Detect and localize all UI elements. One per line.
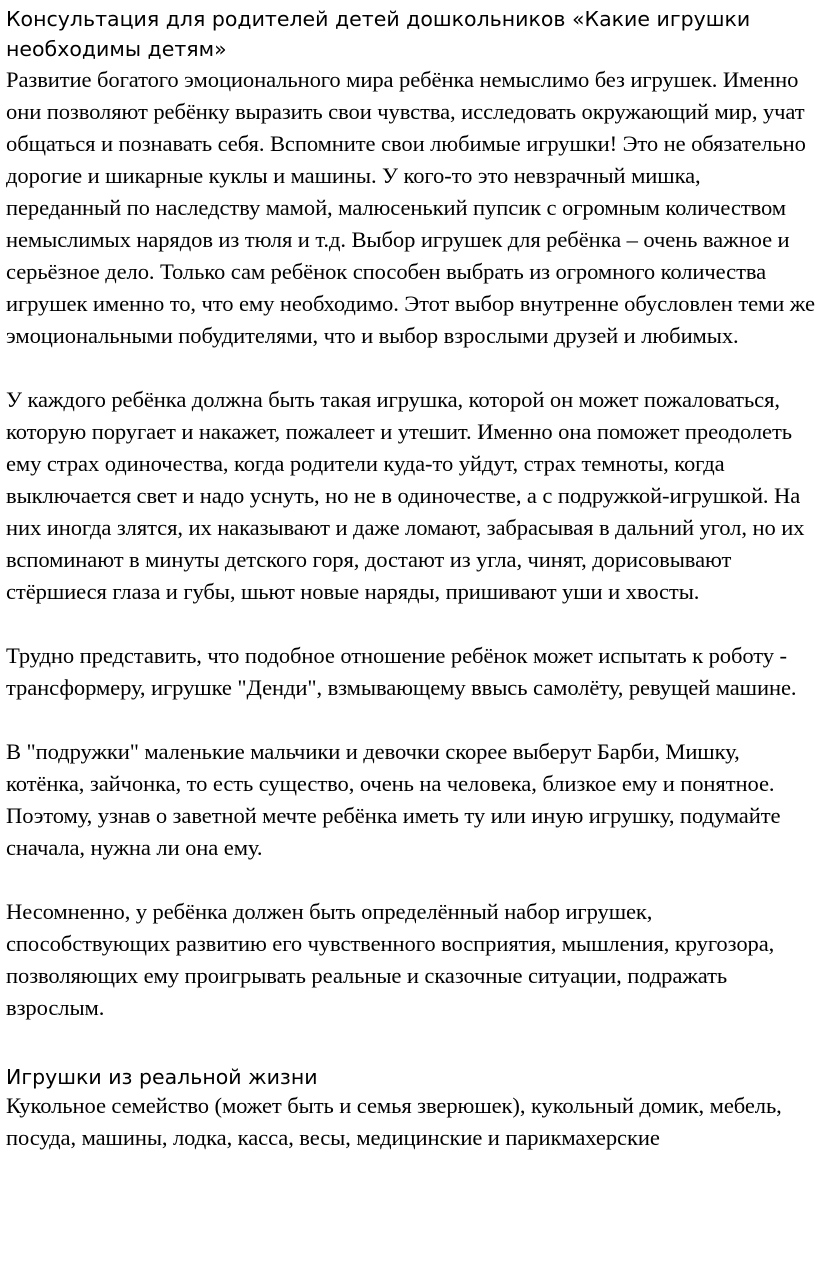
- section-paragraph: Кукольное семейство (может быть и семья зверюшек), кукольный домик, мебель, посуда, машины, лодка, касса, весы, медицинские и парикмахерские: [6, 1093, 782, 1150]
- section-title: Игрушки из реальной жизни: [6, 1065, 318, 1089]
- paragraph-3: Трудно представить, что подобное отношение ребёнок может испытать к роботу - трансформеру, игрушке "Денди", взмывающему ввысь самолёту, ревущей машине.: [6, 643, 797, 700]
- paragraph-4: В "подружки" маленькие мальчики и девочки скорее выберут Барби, Мишку, котёнка, зайчонка, то есть существо, очень на человека, близкое ему и понятное. Поэтому, узнав о заветной мечте ребёнка иметь ту или иную игрушку, подумайте сначала, нужна ли она ему.: [6, 739, 781, 860]
- paragraph-2: У каждого ребёнка должна быть такая игрушка, которой он может пожаловаться, которую поругает и накажет, пожалеет и утешит. Именно она поможет преодолеть ему страх одиночества, когда родители куда-то уйдут, страх темноты, когда выключается свет и надо уснуть, но не в одиночестве, а с подружкой-игрушкой. На них иногда злятся, их наказывают и даже ломают, забрасывая в дальний угол, но их вспоминают в минуты детского горя, достают из угла, чинят, дорисовывают стёршиеся глаза и губы, шьют новые наряды, пришивают уши и хвосты.: [6, 387, 805, 604]
- paragraph-1: Развитие богатого эмоционального мира ребёнка немыслимо без игрушек. Именно они позволяют ребёнку выразить свои чувства, исследовать окружающий мир, учат общаться и познавать себя. Вспомните свои любимые игрушки! Это не обязательно дорогие и шикарные куклы и машины. У кого-то это невзрачный мишка, переданный по наследству мамой, малюсенький пупсик с огромным количеством немыслимых нарядов из тюля и т.д. Выбор игрушек для ребёнка – очень важное и серьёзное дело. Только сам ребёнок способен выбрать из огромного количества игрушек именно то, что ему необходимо. Этот выбор внутренне обусловлен теми же эмоциональными побудителями, что и выбор взрослыми друзей и любимых.: [6, 67, 815, 348]
- document-title: Консультация для родителей детей дошкольников «Какие игрушки необходимы детям»: [6, 7, 751, 61]
- paragraph-gap: [0, 1024, 816, 1056]
- paragraph-gap: [0, 704, 816, 736]
- paragraph-5: Несомненно, у ребёнка должен быть определённый набор игрушек, способствующих развитию его чувственного восприятия, мышления, кругозора, позволяющих ему проигрывать реальные и сказочные ситуации, подражать взрослым.: [6, 899, 775, 1020]
- paragraph-gap: [0, 864, 816, 896]
- paragraph-gap: [0, 608, 816, 640]
- paragraph-gap: [0, 352, 816, 384]
